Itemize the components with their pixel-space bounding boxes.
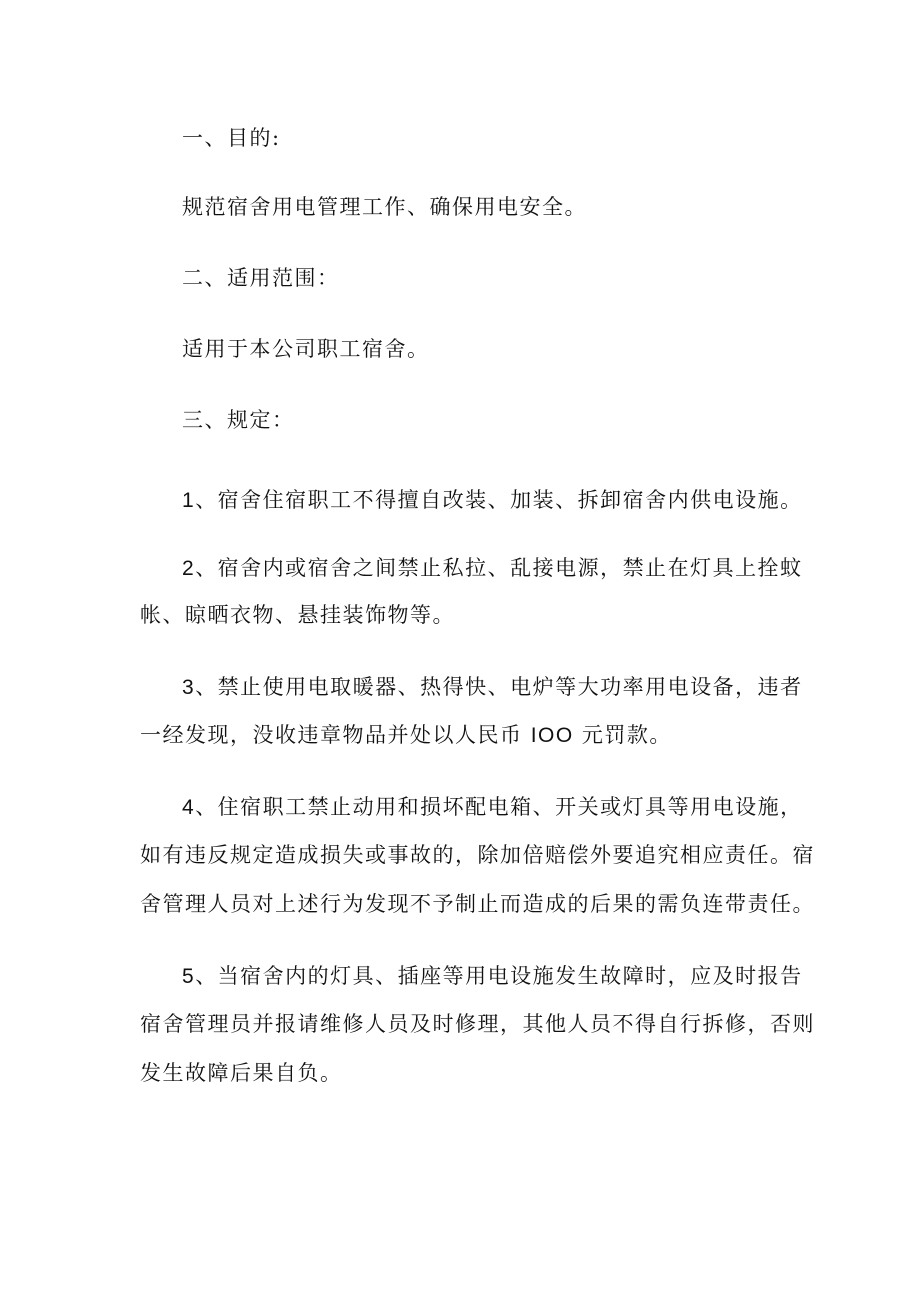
- rule-5-line-1: 5、当宿舍内的灯具、插座等用电设施发生故障时，应及时报告: [182, 964, 803, 988]
- rule-5-line-3: 发生故障后果自负。: [140, 1061, 343, 1085]
- scope-body: 适用于本公司职工宿舍。: [182, 337, 430, 361]
- rule-1-line-1: 1、宿舍住宿职工不得擅自改装、加装、拆卸宿舍内供电设施。: [182, 488, 803, 512]
- rule-number: 5: [182, 965, 196, 988]
- rule-number: 3: [182, 676, 196, 699]
- rule-2-line-1: 2、宿舍内或宿舍之间禁止私拉、乱接电源，禁止在灯具上拴蚊: [182, 556, 803, 580]
- rule-4-line-3: 舍管理人员对上述行为发现不予制止而造成的后果的需负连带责任。: [140, 892, 815, 916]
- rule-3-line-1: 3、禁止使用电取暖器、热得快、电炉等大功率用电设备，违者: [182, 675, 803, 699]
- fine-amount: IOO: [530, 724, 574, 747]
- rule-3-line-2: 一经发现，没收违章物品并处以人民币 IOO 元罚款。: [140, 723, 672, 747]
- rule-4-line-2: 如有违反规定造成损失或事故的，除加倍赔偿外要追究相应责任。宿: [140, 843, 815, 867]
- rule-number: 1: [182, 489, 196, 512]
- rule-number: 4: [182, 796, 196, 819]
- rule-5-line-2: 宿舍管理员并报请维修人员及时修理，其他人员不得自行拆修，否则: [140, 1012, 815, 1036]
- purpose-heading: 一、目的:: [182, 126, 281, 150]
- rule-number: 2: [182, 557, 196, 580]
- rule-2-line-2: 帐、晾晒衣物、悬挂装饰物等。: [140, 603, 455, 627]
- purpose-body: 规范宿舍用电管理工作、确保用电安全。: [182, 195, 587, 219]
- rules-heading: 三、规定：: [182, 408, 295, 432]
- scope-heading: 二、适用范围：: [182, 266, 340, 290]
- rule-4-line-1: 4、住宿职工禁止动用和损坏配电箱、开关或灯具等用电设施，: [182, 795, 803, 819]
